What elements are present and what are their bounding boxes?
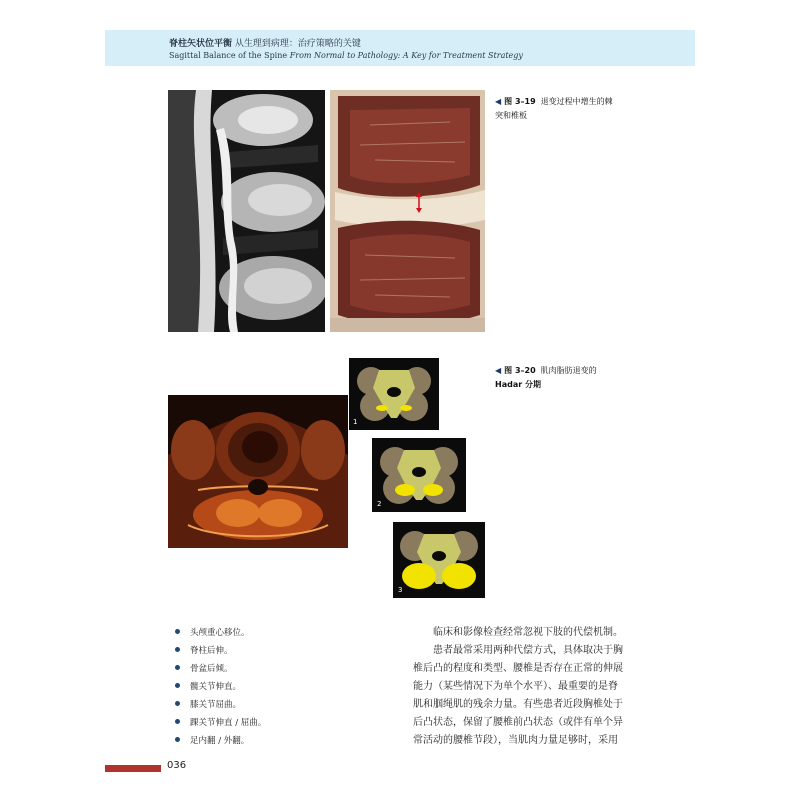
footer-accent-bar	[105, 765, 161, 772]
bullet-icon	[175, 683, 180, 688]
figure-3-20-caption	[495, 364, 645, 392]
header-en-subtitle: From Normal to Pathology: A Key for Treatment Strategy	[289, 51, 523, 60]
figure-3-20-caption-line2: Hadar 分期	[495, 380, 541, 389]
figure-3-19-anatomy-image	[330, 90, 485, 332]
list-item: 足内翻 / 外翻。	[175, 732, 405, 750]
list-item: 踝关节伸直 / 屈曲。	[175, 714, 405, 732]
body-line: 后凸状态，保留了腰椎前凸状态（或伴有单个异	[413, 717, 623, 728]
hadar-stage-3-label: 3	[398, 586, 403, 594]
figure-3-19-caption	[495, 95, 645, 123]
hadar-stage-3-diagram	[393, 522, 485, 598]
bullet-icon	[175, 737, 180, 742]
body-paragraph	[413, 624, 638, 750]
bullet-icon	[175, 701, 180, 706]
compensation-bullet-list	[175, 624, 405, 750]
body-line: 肌和腘绳肌的残余力量。有些患者近段胸椎处于	[413, 699, 623, 710]
header-chinese-line	[169, 36, 361, 49]
page-number: 036	[167, 760, 187, 771]
header-cn-subtitle: 从生理到病理：治疗策略的关键	[234, 39, 361, 49]
bullet-icon	[175, 719, 180, 724]
hadar-stage-2-diagram	[372, 438, 466, 512]
list-item: 髋关节伸直。	[175, 678, 405, 696]
list-item: 膝关节屈曲。	[175, 696, 405, 714]
list-item: 骨盆后倾。	[175, 660, 405, 678]
body-line: 常活动的腰椎节段），当肌肉力量足够时，采用	[413, 735, 618, 746]
list-item: 头颅重心移位。	[175, 624, 405, 642]
body-line: 临床和影像检查经常忽视下肢的代偿机制。	[433, 627, 623, 638]
hadar-stage-2-label: 2	[377, 500, 382, 508]
figure-3-19-mri-image	[168, 90, 325, 332]
hadar-stage-1-diagram	[349, 358, 439, 430]
figure-3-20-axial-image	[168, 395, 348, 548]
figure-3-19-number: 图 3–19	[504, 97, 536, 106]
figure-3-19-caption-line2: 突和椎板	[495, 111, 527, 120]
bullet-icon	[175, 629, 180, 634]
running-header	[105, 30, 695, 66]
figure-3-20-caption-line1: 肌肉脂肪退变的	[540, 366, 597, 375]
header-english-line	[169, 51, 523, 60]
bullet-icon	[175, 665, 180, 670]
figure-3-19-caption-line1: 退变过程中增生的棘	[540, 97, 613, 106]
body-line: 椎后凸的程度和类型、腰椎是否存在正常的伸展	[413, 663, 623, 674]
bullet-icon	[175, 647, 180, 652]
caption-arrow-icon: ◀	[495, 97, 502, 106]
figure-3-20-number: 图 3–20	[504, 366, 536, 375]
hadar-stage-1-label: 1	[353, 418, 358, 426]
caption-arrow-icon: ◀	[495, 366, 502, 375]
header-en-title: Sagittal Balance of the Spine	[169, 51, 288, 60]
list-item: 脊柱后伸。	[175, 642, 405, 660]
body-line: 患者最常采用两种代偿方式，具体取决于胸	[433, 645, 623, 656]
header-cn-title: 脊柱矢状位平衡	[169, 39, 233, 49]
body-line: 能力（某些情况下为单个水平）、最重要的是脊	[413, 681, 618, 692]
